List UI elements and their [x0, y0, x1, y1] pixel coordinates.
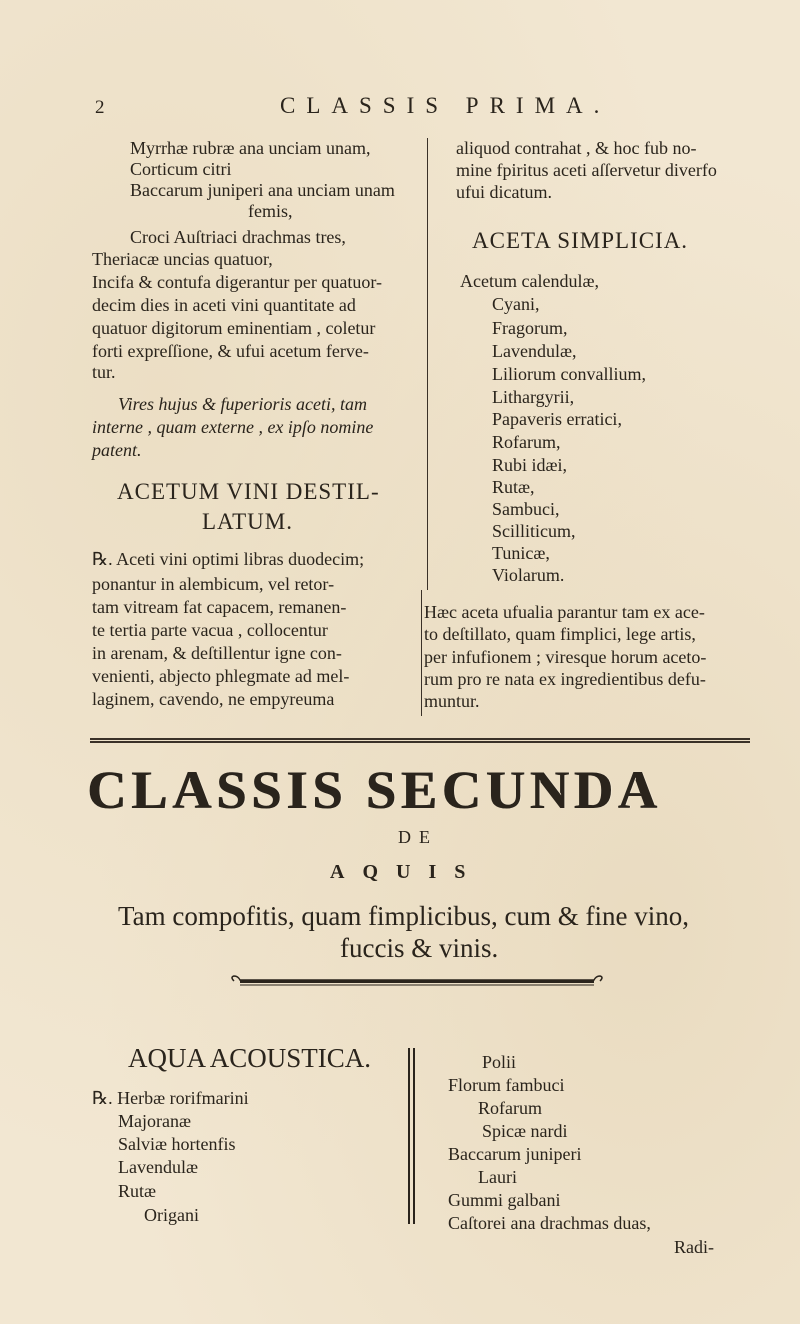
- list-item: Rofarum,: [492, 432, 561, 452]
- text-line: quatuor digitorum eminentiam , coletur: [92, 318, 376, 338]
- ingredient: Spicæ nardi: [482, 1121, 568, 1141]
- list-item: Cyani,: [492, 294, 540, 314]
- list-item: Lavendulæ,: [492, 341, 577, 361]
- section-heading: ACETUM VINI DESTIL-: [117, 479, 380, 504]
- text-line: Corticum citri: [130, 159, 232, 179]
- recipe-line: venienti, abjecto phlegmate ad mel-: [92, 666, 350, 686]
- section-divider: [90, 738, 750, 743]
- ingredient: Florum fambuci: [448, 1075, 565, 1095]
- list-item: Sambuci,: [492, 499, 560, 519]
- column-rule: [413, 1048, 415, 1224]
- text-line: Croci Auſtriaci drachmas tres,: [130, 227, 346, 247]
- catchword: Radi-: [674, 1237, 714, 1257]
- text-line: Myrrhæ rubræ ana unciam unam,: [130, 138, 371, 158]
- recipe-line: tam vitream fat capacem, remanen-: [92, 597, 347, 617]
- recipe-line: ponantur in alembicum, vel retor-: [92, 574, 335, 594]
- text-line: mine fpiritus aceti aſſervetur diverfo: [456, 160, 717, 180]
- ingredient: Origani: [144, 1205, 199, 1225]
- section-heading: ACETA SIMPLICIA.: [472, 228, 689, 253]
- column-rule: [427, 138, 428, 590]
- text-line: per infufionem ; viresque horum aceto-: [424, 647, 707, 667]
- classis-title: CLASSIS SECUNDA: [88, 760, 663, 820]
- section-heading: LATUM.: [202, 509, 293, 534]
- list-item: Acetum calendulæ,: [460, 271, 599, 291]
- list-item: Rubi idæi,: [492, 455, 568, 475]
- list-item: Violarum.: [492, 565, 565, 585]
- subtitle-line: fuccis & vinis.: [340, 933, 499, 963]
- text-line: ufui dicatum.: [456, 182, 552, 202]
- ingredient: Baccarum juniperi: [448, 1144, 582, 1164]
- vires-line: Vires hujus & fuperioris aceti, tam: [118, 394, 367, 414]
- list-item: Tunicæ,: [492, 543, 550, 563]
- text-line: aliquod contrahat , & hoc fub no-: [456, 138, 697, 158]
- ingredient: ℞. Herbæ rorifmarini: [92, 1088, 249, 1108]
- vires-line: interne , quam externe , ex ipſo nomine: [92, 417, 374, 437]
- text-line: rum pro re nata ex ingredientibus defu-: [424, 669, 706, 689]
- text-line: decim dies in aceti vini quantitate ad: [92, 295, 356, 315]
- column-rule: [408, 1048, 410, 1224]
- recipe-line: in arenam, & deſtillentur igne con-: [92, 643, 342, 663]
- ingredient: Rutæ: [118, 1181, 157, 1201]
- text-line: Hæc aceta ufualia parantur tam ex ace-: [424, 602, 705, 622]
- text-line: femis,: [248, 201, 293, 221]
- list-item: Papaveris erratici,: [492, 409, 622, 429]
- recipe-line: laginem, cavendo, ne empyreuma: [92, 689, 335, 709]
- list-item: Lithargyrii,: [492, 387, 575, 407]
- list-item: Liliorum convallium,: [492, 364, 646, 384]
- ingredient: Lauri: [478, 1167, 517, 1187]
- page-number: 2: [95, 97, 105, 118]
- text-line: tur.: [92, 362, 116, 382]
- text-line: Theriacæ uncias quatuor,: [92, 249, 273, 269]
- subtitle-line: Tam compofitis, quam fimplicibus, cum & fine vino,: [118, 901, 690, 931]
- de-label: DE: [398, 827, 438, 847]
- text-line: muntur.: [424, 691, 480, 711]
- list-item: Rutæ,: [492, 477, 535, 497]
- running-head: CLASSIS PRIMA.: [280, 93, 611, 118]
- text-line: Baccarum juniperi ana unciam unam: [130, 180, 395, 200]
- recipe-line: ℞. Aceti vini optimi libras duodecim;: [92, 549, 365, 569]
- ingredient: Lavendulæ: [118, 1157, 198, 1177]
- ingredient: Salviæ hortenfis: [118, 1134, 236, 1154]
- ornament-rule: [228, 974, 606, 988]
- aquis-label: AQUIS: [330, 861, 484, 883]
- ingredient: Polii: [482, 1052, 517, 1072]
- text-line: Incifa & contufa digerantur per quatuor-: [92, 272, 383, 292]
- text-line: forti expreſſione, & ufui acetum ferve-: [92, 341, 369, 361]
- ingredient: Gummi galbani: [448, 1190, 561, 1210]
- ingredient: Caſtorei ana drachmas duas,: [448, 1213, 651, 1233]
- recipe-line: te tertia parte vacua , collocentur: [92, 620, 328, 640]
- ingredient: Rofarum: [478, 1098, 542, 1118]
- vires-line: patent.: [92, 440, 142, 460]
- text-line: to deſtillato, quam fimplici, lege artis,: [424, 624, 696, 644]
- list-item: Scilliticum,: [492, 521, 576, 541]
- ingredient: Majoranæ: [118, 1111, 191, 1131]
- aqua-title: AQUA ACOUSTICA.: [128, 1043, 372, 1073]
- list-item: Fragorum,: [492, 318, 568, 338]
- column-rule: [421, 590, 422, 716]
